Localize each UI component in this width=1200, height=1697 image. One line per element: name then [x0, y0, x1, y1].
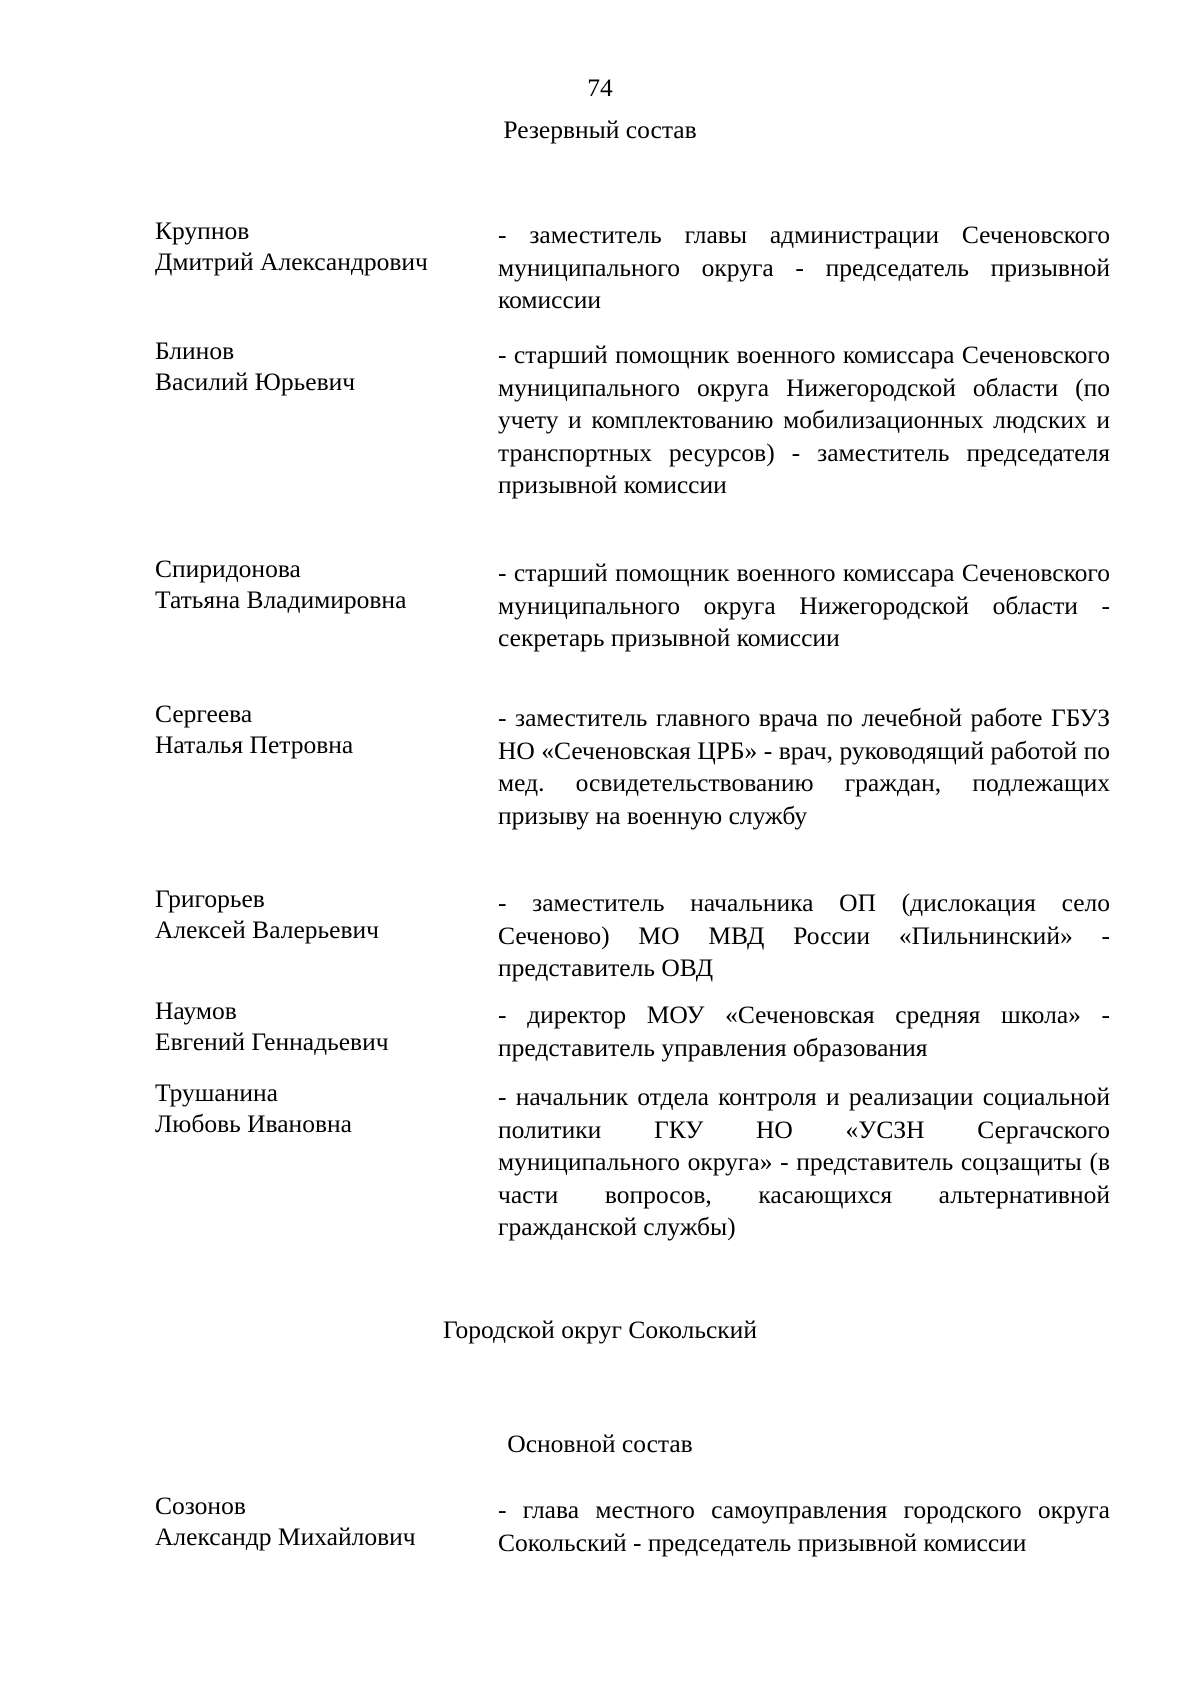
member-name — [155, 553, 485, 615]
member-given-names: Алексей Валерьевич — [155, 915, 379, 944]
member-role: - заместитель главы администрации Сеченовского муниципального округа - председатель призывной комиссии — [498, 220, 1110, 315]
member-surname: Григорьев — [155, 884, 265, 913]
member-given-names: Татьяна Владимировна — [155, 585, 407, 614]
member-given-names: Наталья Петровна — [155, 730, 354, 759]
member-surname: Спиридонова — [155, 554, 301, 583]
member-name — [155, 1490, 485, 1552]
heading-reserve: Резервный состав — [503, 115, 697, 144]
member-given-names: Евгений Геннадьевич — [155, 1027, 389, 1056]
member-name — [155, 995, 485, 1057]
member-name — [155, 215, 485, 277]
member-given-names: Дмитрий Александрович — [155, 247, 428, 276]
member-given-names: Василий Юрьевич — [155, 367, 356, 396]
member-name — [155, 698, 485, 760]
member-surname: Блинов — [155, 336, 235, 365]
member-given-names: Александр Михайлович — [155, 1522, 416, 1551]
member-role: - старший помощник военного комиссара Сеченовского муниципального округа Нижегородской области - секретарь призывной комиссии — [498, 558, 1110, 653]
member-given-names: Любовь Ивановна — [155, 1109, 352, 1138]
member-surname: Трушанина — [155, 1078, 278, 1107]
member-surname: Наумов — [155, 996, 237, 1025]
member-name — [155, 335, 485, 397]
member-name — [155, 883, 485, 945]
member-role: - заместитель начальника ОП (дислокация село Сеченово) МО МВД России «Пильнинский» - представитель ОВД — [498, 888, 1110, 983]
heading-main: Основной состав — [507, 1429, 693, 1458]
member-role: - заместитель главного врача по лечебной работе ГБУЗ НО «Сеченовская ЦРБ» - врач, руководящий работой по мед. освидетельствованию граждан, подлежащих призыву на военную службу — [498, 703, 1110, 830]
heading-district: Городской округ Сокольский — [443, 1315, 757, 1344]
member-role: - начальник отдела контроля и реализации социальной политики ГКУ НО «УСЗН Сергачского муниципального округа» - представитель соцзащиты (в части вопросов, касающихся альтернативной гражданской службы) — [498, 1082, 1110, 1242]
member-surname: Сергеева — [155, 699, 253, 728]
member-surname: Созонов — [155, 1491, 246, 1520]
page-number: 74 — [587, 73, 613, 102]
member-surname: Крупнов — [155, 216, 250, 245]
member-role: - директор МОУ «Сеченовская средняя школа» - представитель управления образования — [498, 1000, 1110, 1062]
member-name — [155, 1077, 485, 1139]
member-role: - глава местного самоуправления городского округа Сокольский - председатель призывной комиссии — [498, 1495, 1110, 1557]
member-role: - старший помощник военного комиссара Сеченовского муниципального округа Нижегородской области (по учету и комплектованию мобилизационных людских и транспортных ресурсов) - заместитель председателя призывной комиссии — [498, 340, 1110, 500]
